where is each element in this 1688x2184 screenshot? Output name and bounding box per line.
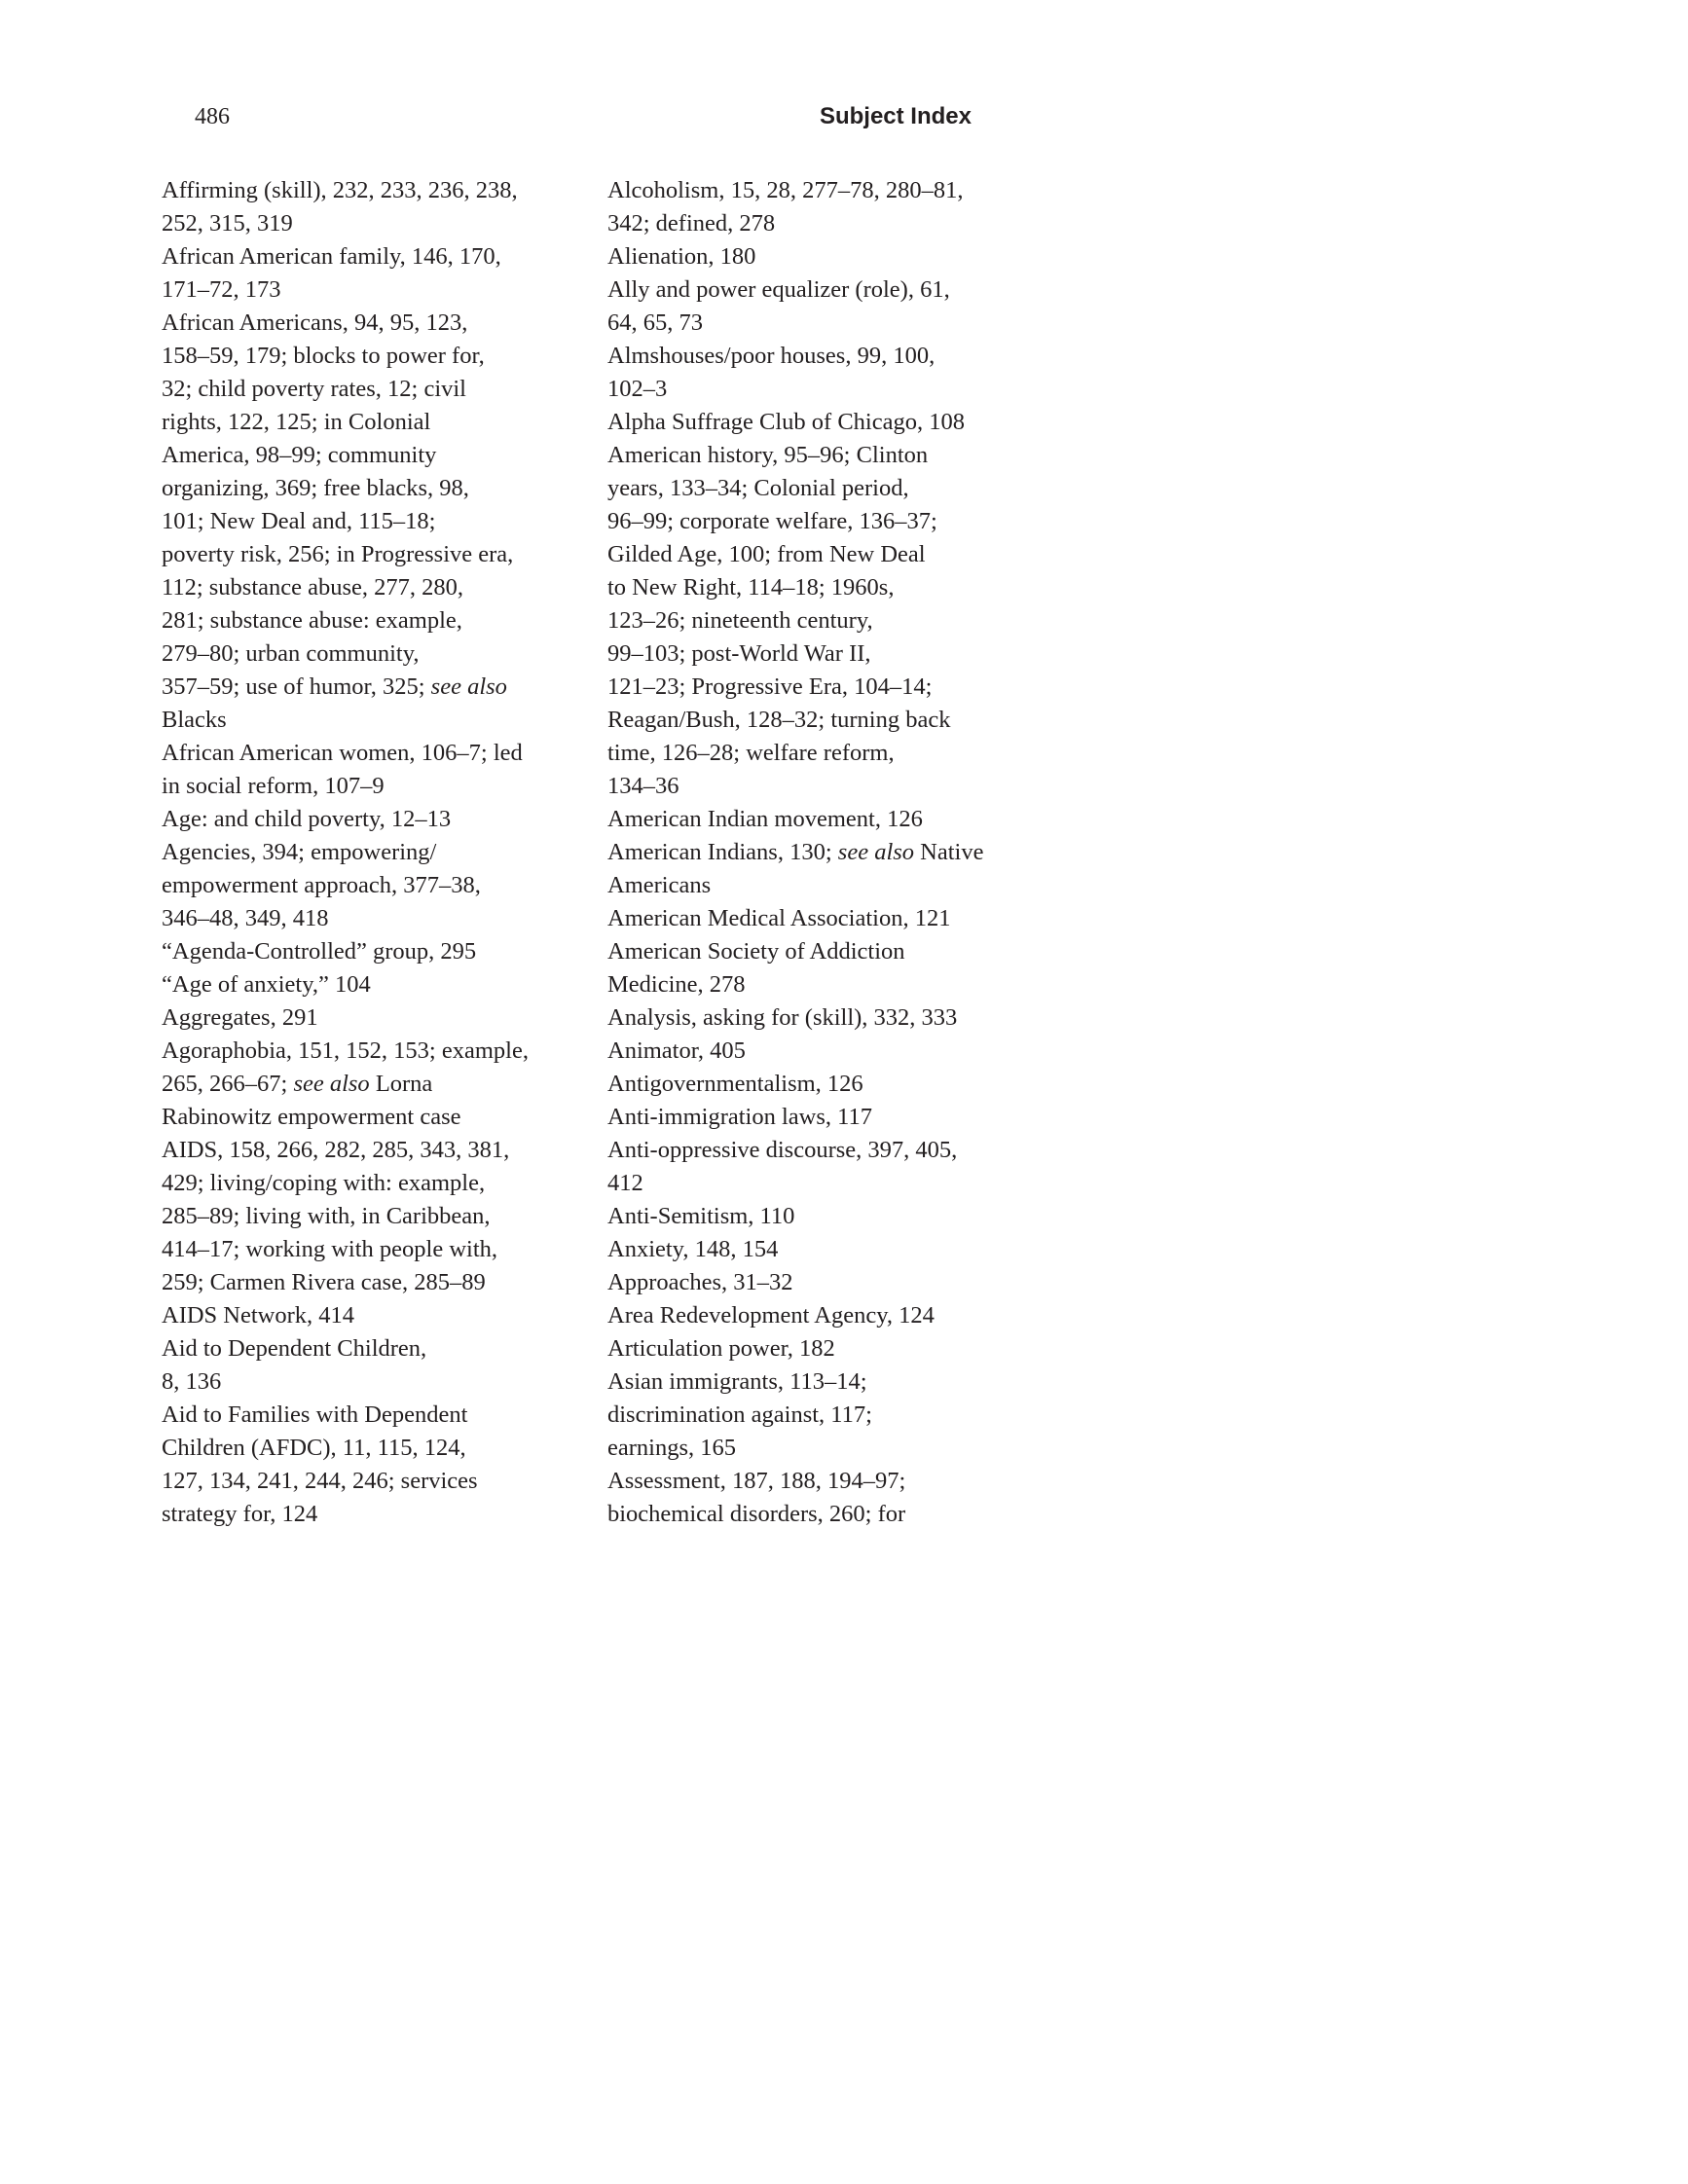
index-entry-line: 357–59; use of humor, 325; see also bbox=[162, 673, 507, 700]
index-entry-line: Area Redevelopment Agency, 124 bbox=[607, 1302, 935, 1329]
index-entry bbox=[607, 340, 1016, 406]
index-entry-line: 123–26; nineteenth century, bbox=[607, 607, 873, 634]
index-entry bbox=[162, 836, 590, 935]
index-entry-line: Ally and power equalizer (role), 61, bbox=[607, 276, 950, 303]
see-also-target: Lorna bbox=[369, 1071, 433, 1097]
index-entry bbox=[162, 1134, 590, 1299]
index-entry bbox=[607, 1134, 1016, 1200]
index-entry bbox=[607, 1266, 1016, 1299]
index-entry-line: African American women, 106–7; led bbox=[162, 740, 523, 766]
index-entry-line: Aid to Dependent Children, bbox=[162, 1335, 427, 1362]
index-entry-line: 281; substance abuse: example, bbox=[162, 607, 462, 634]
index-column-left bbox=[162, 174, 590, 1531]
index-entry bbox=[607, 1035, 1016, 1068]
index-entry bbox=[607, 174, 1016, 240]
index-entry-line: Alienation, 180 bbox=[607, 243, 756, 270]
index-entry bbox=[162, 1332, 590, 1399]
index-entry bbox=[607, 273, 1016, 340]
index-entry-line: Medicine, 278 bbox=[607, 971, 746, 998]
index-entry-line: Anxiety, 148, 154 bbox=[607, 1236, 779, 1262]
index-entry bbox=[607, 935, 1016, 1001]
index-entry-line: rights, 122, 125; in Colonial bbox=[162, 409, 431, 435]
index-entry-line: earnings, 165 bbox=[607, 1435, 736, 1461]
index-entry bbox=[162, 968, 590, 1001]
index-entry bbox=[162, 307, 590, 737]
index-entry-line: America, 98–99; community bbox=[162, 442, 437, 468]
index-entry-line: Aid to Families with Dependent bbox=[162, 1401, 468, 1428]
index-entry-line: Alcoholism, 15, 28, 277–78, 280–81, bbox=[607, 177, 964, 203]
index-entry-line: Alpha Suffrage Club of Chicago, 108 bbox=[607, 409, 965, 435]
page-number: 486 bbox=[195, 104, 230, 129]
index-entry-line: 285–89; living with, in Caribbean, bbox=[162, 1203, 491, 1229]
index-entry-line: Blacks bbox=[162, 707, 227, 733]
index-entry-line: American Society of Addiction bbox=[607, 938, 905, 965]
index-entry-line: AIDS, 158, 266, 282, 285, 343, 381, bbox=[162, 1137, 510, 1163]
index-entry-line: American Indian movement, 126 bbox=[607, 806, 923, 832]
index-entry-line: Affirming (skill), 232, 233, 236, 238, bbox=[162, 177, 518, 203]
index-entry bbox=[162, 174, 590, 240]
index-entry-line: American history, 95–96; Clinton bbox=[607, 442, 929, 468]
index-entry-line: Animator, 405 bbox=[607, 1037, 746, 1064]
index-entry bbox=[607, 406, 1016, 439]
index-entry bbox=[607, 1233, 1016, 1266]
index-entry-line: Agencies, 394; empowering/ bbox=[162, 839, 437, 865]
index-entry-line: 429; living/coping with: example, bbox=[162, 1170, 486, 1196]
index-entry bbox=[607, 439, 1016, 803]
index-entry-line: American Medical Association, 121 bbox=[607, 905, 951, 931]
index-entry-line: 279–80; urban community, bbox=[162, 640, 420, 667]
index-entry-line: 265, 266–67; see also Lorna bbox=[162, 1071, 433, 1097]
index-entry-line: Assessment, 187, 188, 194–97; bbox=[607, 1468, 906, 1494]
index-entry bbox=[607, 240, 1016, 273]
index-entry-line: Approaches, 31–32 bbox=[607, 1269, 793, 1295]
index-entry-line: time, 126–28; welfare reform, bbox=[607, 740, 895, 766]
index-entry-line: 112; substance abuse, 277, 280, bbox=[162, 574, 464, 601]
index-entry-line: years, 133–34; Colonial period, bbox=[607, 475, 909, 501]
index-entry-line: 121–23; Progressive Era, 104–14; bbox=[607, 673, 933, 700]
index-entry-line: 252, 315, 319 bbox=[162, 210, 293, 237]
index-entry-line: Children (AFDC), 11, 115, 124, bbox=[162, 1435, 466, 1461]
index-entry-line: 171–72, 173 bbox=[162, 276, 281, 303]
running-head: Subject Index bbox=[819, 103, 972, 129]
index-entry-line: 342; defined, 278 bbox=[607, 210, 776, 237]
index-entry-line: 259; Carmen Rivera case, 285–89 bbox=[162, 1269, 486, 1295]
index-entry-line: 32; child poverty rates, 12; civil bbox=[162, 376, 466, 402]
index-entry bbox=[162, 1035, 590, 1134]
index-entry-line: Agoraphobia, 151, 152, 153; example, bbox=[162, 1037, 529, 1064]
index-entry-line: AIDS Network, 414 bbox=[162, 1302, 355, 1329]
index-entry-line: Americans bbox=[607, 872, 712, 898]
index-entry-line: Aggregates, 291 bbox=[162, 1004, 318, 1031]
index-entry-line: 412 bbox=[607, 1170, 643, 1196]
index-entry-line: 64, 65, 73 bbox=[607, 309, 703, 336]
index-entry-line: 127, 134, 241, 244, 246; services bbox=[162, 1468, 478, 1494]
index-entry bbox=[162, 1001, 590, 1035]
index-entry-line: discrimination against, 117; bbox=[607, 1401, 872, 1428]
index-entry-line: Antigovernmentalism, 126 bbox=[607, 1071, 863, 1097]
index-entry bbox=[162, 1299, 590, 1332]
index-entry bbox=[607, 902, 1016, 935]
index-entry-line: Anti-Semitism, 110 bbox=[607, 1203, 795, 1229]
index-entry-line: 414–17; working with people with, bbox=[162, 1236, 498, 1262]
index-entry-line: African Americans, 94, 95, 123, bbox=[162, 309, 468, 336]
index-entry-line: 134–36 bbox=[607, 773, 679, 799]
index-entry-line: “Agenda-Controlled” group, 295 bbox=[162, 938, 477, 965]
index-entry-line: Reagan/Bush, 128–32; turning back bbox=[607, 707, 951, 733]
index-entry-line: Age: and child poverty, 12–13 bbox=[162, 806, 452, 832]
index-entry bbox=[162, 737, 590, 803]
index-entry-line: 96–99; corporate welfare, 136–37; bbox=[607, 508, 937, 534]
index-entry bbox=[607, 1365, 1016, 1465]
see-also-reference: see also bbox=[293, 1071, 370, 1097]
index-entry-line: African American family, 146, 170, bbox=[162, 243, 501, 270]
index-entry bbox=[162, 803, 590, 836]
index-entry bbox=[162, 935, 590, 968]
see-also-reference: see also bbox=[430, 673, 507, 700]
index-entry-line: American Indians, 130; see also Native bbox=[607, 839, 984, 865]
index-entry-line: empowerment approach, 377–38, bbox=[162, 872, 481, 898]
index-entry-line: 102–3 bbox=[607, 376, 668, 402]
see-also-target: Native bbox=[914, 839, 984, 865]
index-column-right bbox=[607, 174, 1016, 1531]
index-entry-line: 101; New Deal and, 115–18; bbox=[162, 508, 436, 534]
index-entry-line: 158–59, 179; blocks to power for, bbox=[162, 343, 485, 369]
index-entry-line: Asian immigrants, 113–14; bbox=[607, 1368, 867, 1395]
index-entry bbox=[607, 803, 1016, 836]
index-entry bbox=[607, 836, 1016, 902]
index-entry-line: Anti-oppressive discourse, 397, 405, bbox=[607, 1137, 958, 1163]
index-entry-line: Rabinowitz empowerment case bbox=[162, 1104, 461, 1130]
index-entry bbox=[162, 240, 590, 307]
index-entry-line: poverty risk, 256; in Progressive era, bbox=[162, 541, 514, 567]
index-entry bbox=[607, 1332, 1016, 1365]
index-entry-line: to New Right, 114–18; 1960s, bbox=[607, 574, 895, 601]
index-entry bbox=[607, 1101, 1016, 1134]
index-entry bbox=[607, 1200, 1016, 1233]
index-entry-line: strategy for, 124 bbox=[162, 1501, 318, 1527]
index-entry bbox=[162, 1399, 590, 1531]
index-entry-line: biochemical disorders, 260; for bbox=[607, 1501, 906, 1527]
index-entry bbox=[607, 1299, 1016, 1332]
index-entry-line: “Age of anxiety,” 104 bbox=[162, 971, 371, 998]
index-entry-line: 346–48, 349, 418 bbox=[162, 905, 329, 931]
index-entry-line: Analysis, asking for (skill), 332, 333 bbox=[607, 1004, 958, 1031]
see-also-reference: see also bbox=[837, 839, 915, 865]
index-entry bbox=[607, 1001, 1016, 1035]
index-entry-line: Anti-immigration laws, 117 bbox=[607, 1104, 872, 1130]
index-entry-line: 99–103; post-World War II, bbox=[607, 640, 871, 667]
index-entry-line: 8, 136 bbox=[162, 1368, 222, 1395]
index-entry bbox=[607, 1068, 1016, 1101]
index-entry-line: Gilded Age, 100; from New Deal bbox=[607, 541, 926, 567]
index-entry-line: Almshouses/poor houses, 99, 100, bbox=[607, 343, 936, 369]
index-entry-line: Articulation power, 182 bbox=[607, 1335, 835, 1362]
index-entry-line: in social reform, 107–9 bbox=[162, 773, 385, 799]
index-entry-line: organizing, 369; free blacks, 98, bbox=[162, 475, 469, 501]
index-entry bbox=[607, 1465, 1016, 1531]
